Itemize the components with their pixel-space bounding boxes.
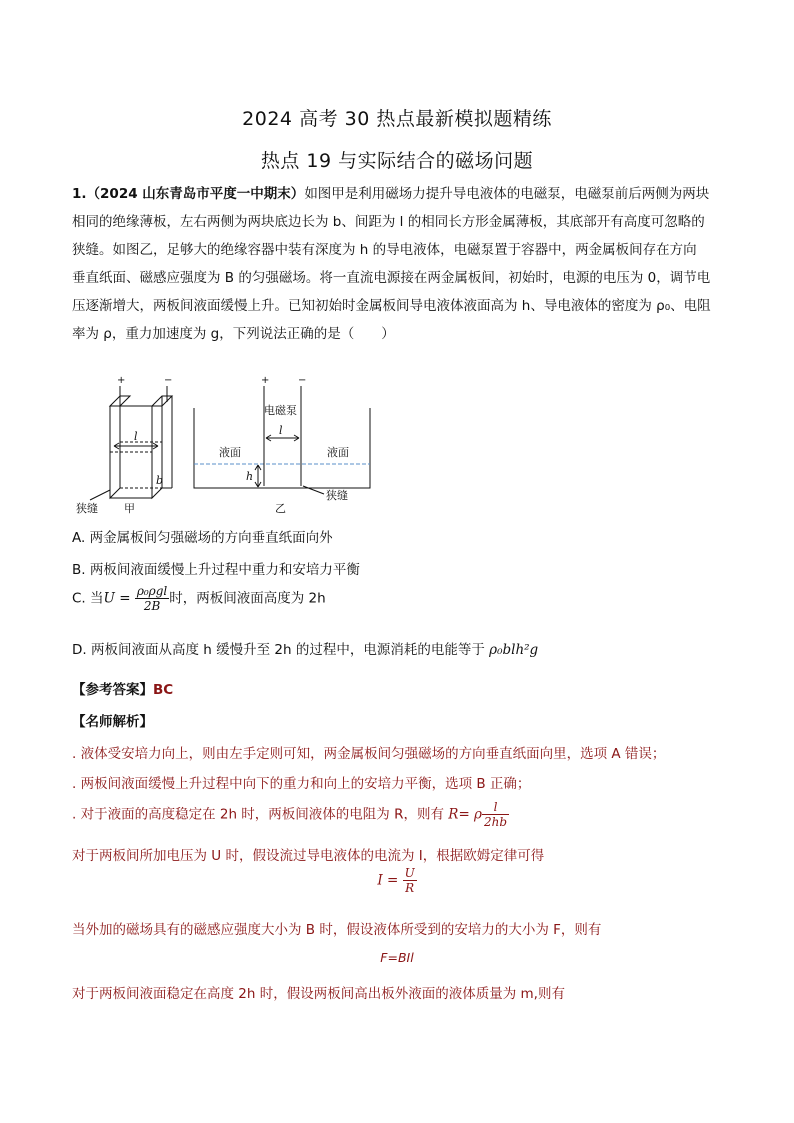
yi-surface-left-label: 液面 xyxy=(219,446,241,459)
yi-pump-label: 电磁泵 xyxy=(264,404,297,417)
yi-l-label: l xyxy=(279,424,283,437)
jia-slit-label: 狭缝 xyxy=(76,502,98,515)
analysis-line-6: 对于两板间液面稳定在高度 2h 时，假设两板间高出板外液面的液体质量为 m,则有 xyxy=(72,986,565,1002)
question-number: 1. xyxy=(72,186,87,202)
ohm-law-equation xyxy=(0,866,794,895)
option-c-equals: = xyxy=(114,590,135,607)
resistance-numerator: l xyxy=(482,800,509,815)
option-b: B. 两板间液面缓慢上升过程中重力和安培力平衡 xyxy=(72,562,360,578)
stem-line-3: 狭缝。如图乙，足够大的绝缘容器中装有深度为 h 的导电液体，电磁泵置于容器中，两金属板间存在方向 xyxy=(72,242,697,258)
resistance-denominator: 2hb xyxy=(484,815,508,829)
stem-line-6: 率为 ρ，重力加速度为 g，下列说法正确的是（ ） xyxy=(72,326,395,342)
figure-jia xyxy=(76,375,172,515)
analysis-line-2: . 两板间液面缓慢上升过程中向下的重力和向上的安培力平衡，选项 B 正确； xyxy=(72,776,531,792)
resistance-fraction xyxy=(482,800,509,829)
stem-text: 如图甲是利用磁场力提升导电液体的电磁泵，电磁泵前后两侧为两块 xyxy=(304,186,710,202)
resistance-lhs: R xyxy=(448,806,459,823)
ampere-force-equation: F=BIl xyxy=(380,950,414,965)
ohm-fraction xyxy=(403,866,417,895)
analysis-line-3-text: . 对于液面的高度稳定在 2h 时，两板间液体的电阻为 R，则有 xyxy=(72,806,444,823)
yi-minus-label: − xyxy=(298,375,307,386)
option-c-denominator: 2B xyxy=(143,599,161,613)
yi-slit-pointer xyxy=(303,486,324,494)
analysis-line-3 xyxy=(72,800,509,829)
experiment-figure xyxy=(72,372,382,520)
stem-line-2: 相同的绝缘薄板，左右两侧为两块底边长为 b、间距为 l 的相同长方形金属薄板，其底部开有高度可忽略的 xyxy=(72,214,705,230)
option-a: A. 两金属板间匀强磁场的方向垂直纸面向外 xyxy=(72,530,333,546)
stem-line-1 xyxy=(72,180,727,208)
jia-plus-label: + xyxy=(117,375,126,386)
analysis-line-1: . 液体受安培力向上，则由左手定则可知，两金属板间匀强磁场的方向垂直纸面向里，选项 A 错误； xyxy=(72,746,666,762)
figure-yi xyxy=(194,375,370,515)
resistance-eq: = ρ xyxy=(458,806,482,823)
yi-h-label: h xyxy=(246,470,254,483)
option-c-suffix: 时，两板间液面高度为 2h xyxy=(169,590,326,607)
option-c-prefix: C. 当 xyxy=(72,590,104,607)
stem-line-5: 压逐渐增大，两板间液面缓慢上升。已知初始时金属板间导电液体液面高为 h、导电液体的密度为 ρ₀、电阻 xyxy=(72,298,711,314)
option-c-numerator: ρ₀ρgl xyxy=(136,584,168,598)
answer-value: BC xyxy=(153,682,174,698)
jia-slit-pointer xyxy=(90,490,110,500)
ohm-lhs: I xyxy=(377,872,383,889)
option-d xyxy=(72,638,538,658)
jia-minus-label: − xyxy=(164,375,173,386)
ohm-denominator: R xyxy=(405,881,415,895)
jia-l-label: l xyxy=(134,430,138,443)
page-subtitle: 热点 19 与实际结合的磁场问题 xyxy=(260,150,534,172)
yi-plus-label: + xyxy=(261,375,270,386)
option-c-variable: U xyxy=(103,590,115,607)
option-d-formula: ρ₀blh²g xyxy=(489,642,539,658)
option-c xyxy=(72,584,326,613)
page-title: 2024 高考 30 热点最新模拟题精练 xyxy=(242,108,552,130)
yi-surface-right-label: 液面 xyxy=(327,446,349,459)
ohm-numerator: U xyxy=(404,866,415,880)
option-d-text: D. 两板间液面从高度 h 缓慢升至 2h 的过程中，电源消耗的电能等于 xyxy=(72,642,485,658)
stem-line-4: 垂直纸面、磁感应强度为 B 的匀强磁场。将一直流电源接在两金属板间，初始时，电源的电压为 0，调节电 xyxy=(72,270,711,286)
analysis-heading: 【名师解析】 xyxy=(72,714,153,730)
question-source: （2024 山东青岛市平度一中期末） xyxy=(86,186,305,202)
analysis-line-5: 当外加的磁场具有的磁感应强度大小为 B 时，假设液体所受到的安培力的大小为 F，则有 xyxy=(72,922,602,938)
reference-answer xyxy=(72,678,173,698)
option-c-fraction xyxy=(135,584,169,613)
yi-caption: 乙 xyxy=(275,502,286,515)
ohm-eq: = xyxy=(382,872,403,889)
jia-caption: 甲 xyxy=(124,502,135,515)
answer-label: 【参考答案】 xyxy=(72,682,153,698)
yi-slit-label: 狭缝 xyxy=(326,489,348,502)
jia-b-label: b xyxy=(156,474,164,487)
analysis-line-4: 对于两板间所加电压为 U 时，假设流过导电液体的电流为 I，根据欧姆定律可得 xyxy=(72,848,545,864)
question-stem xyxy=(72,180,727,348)
